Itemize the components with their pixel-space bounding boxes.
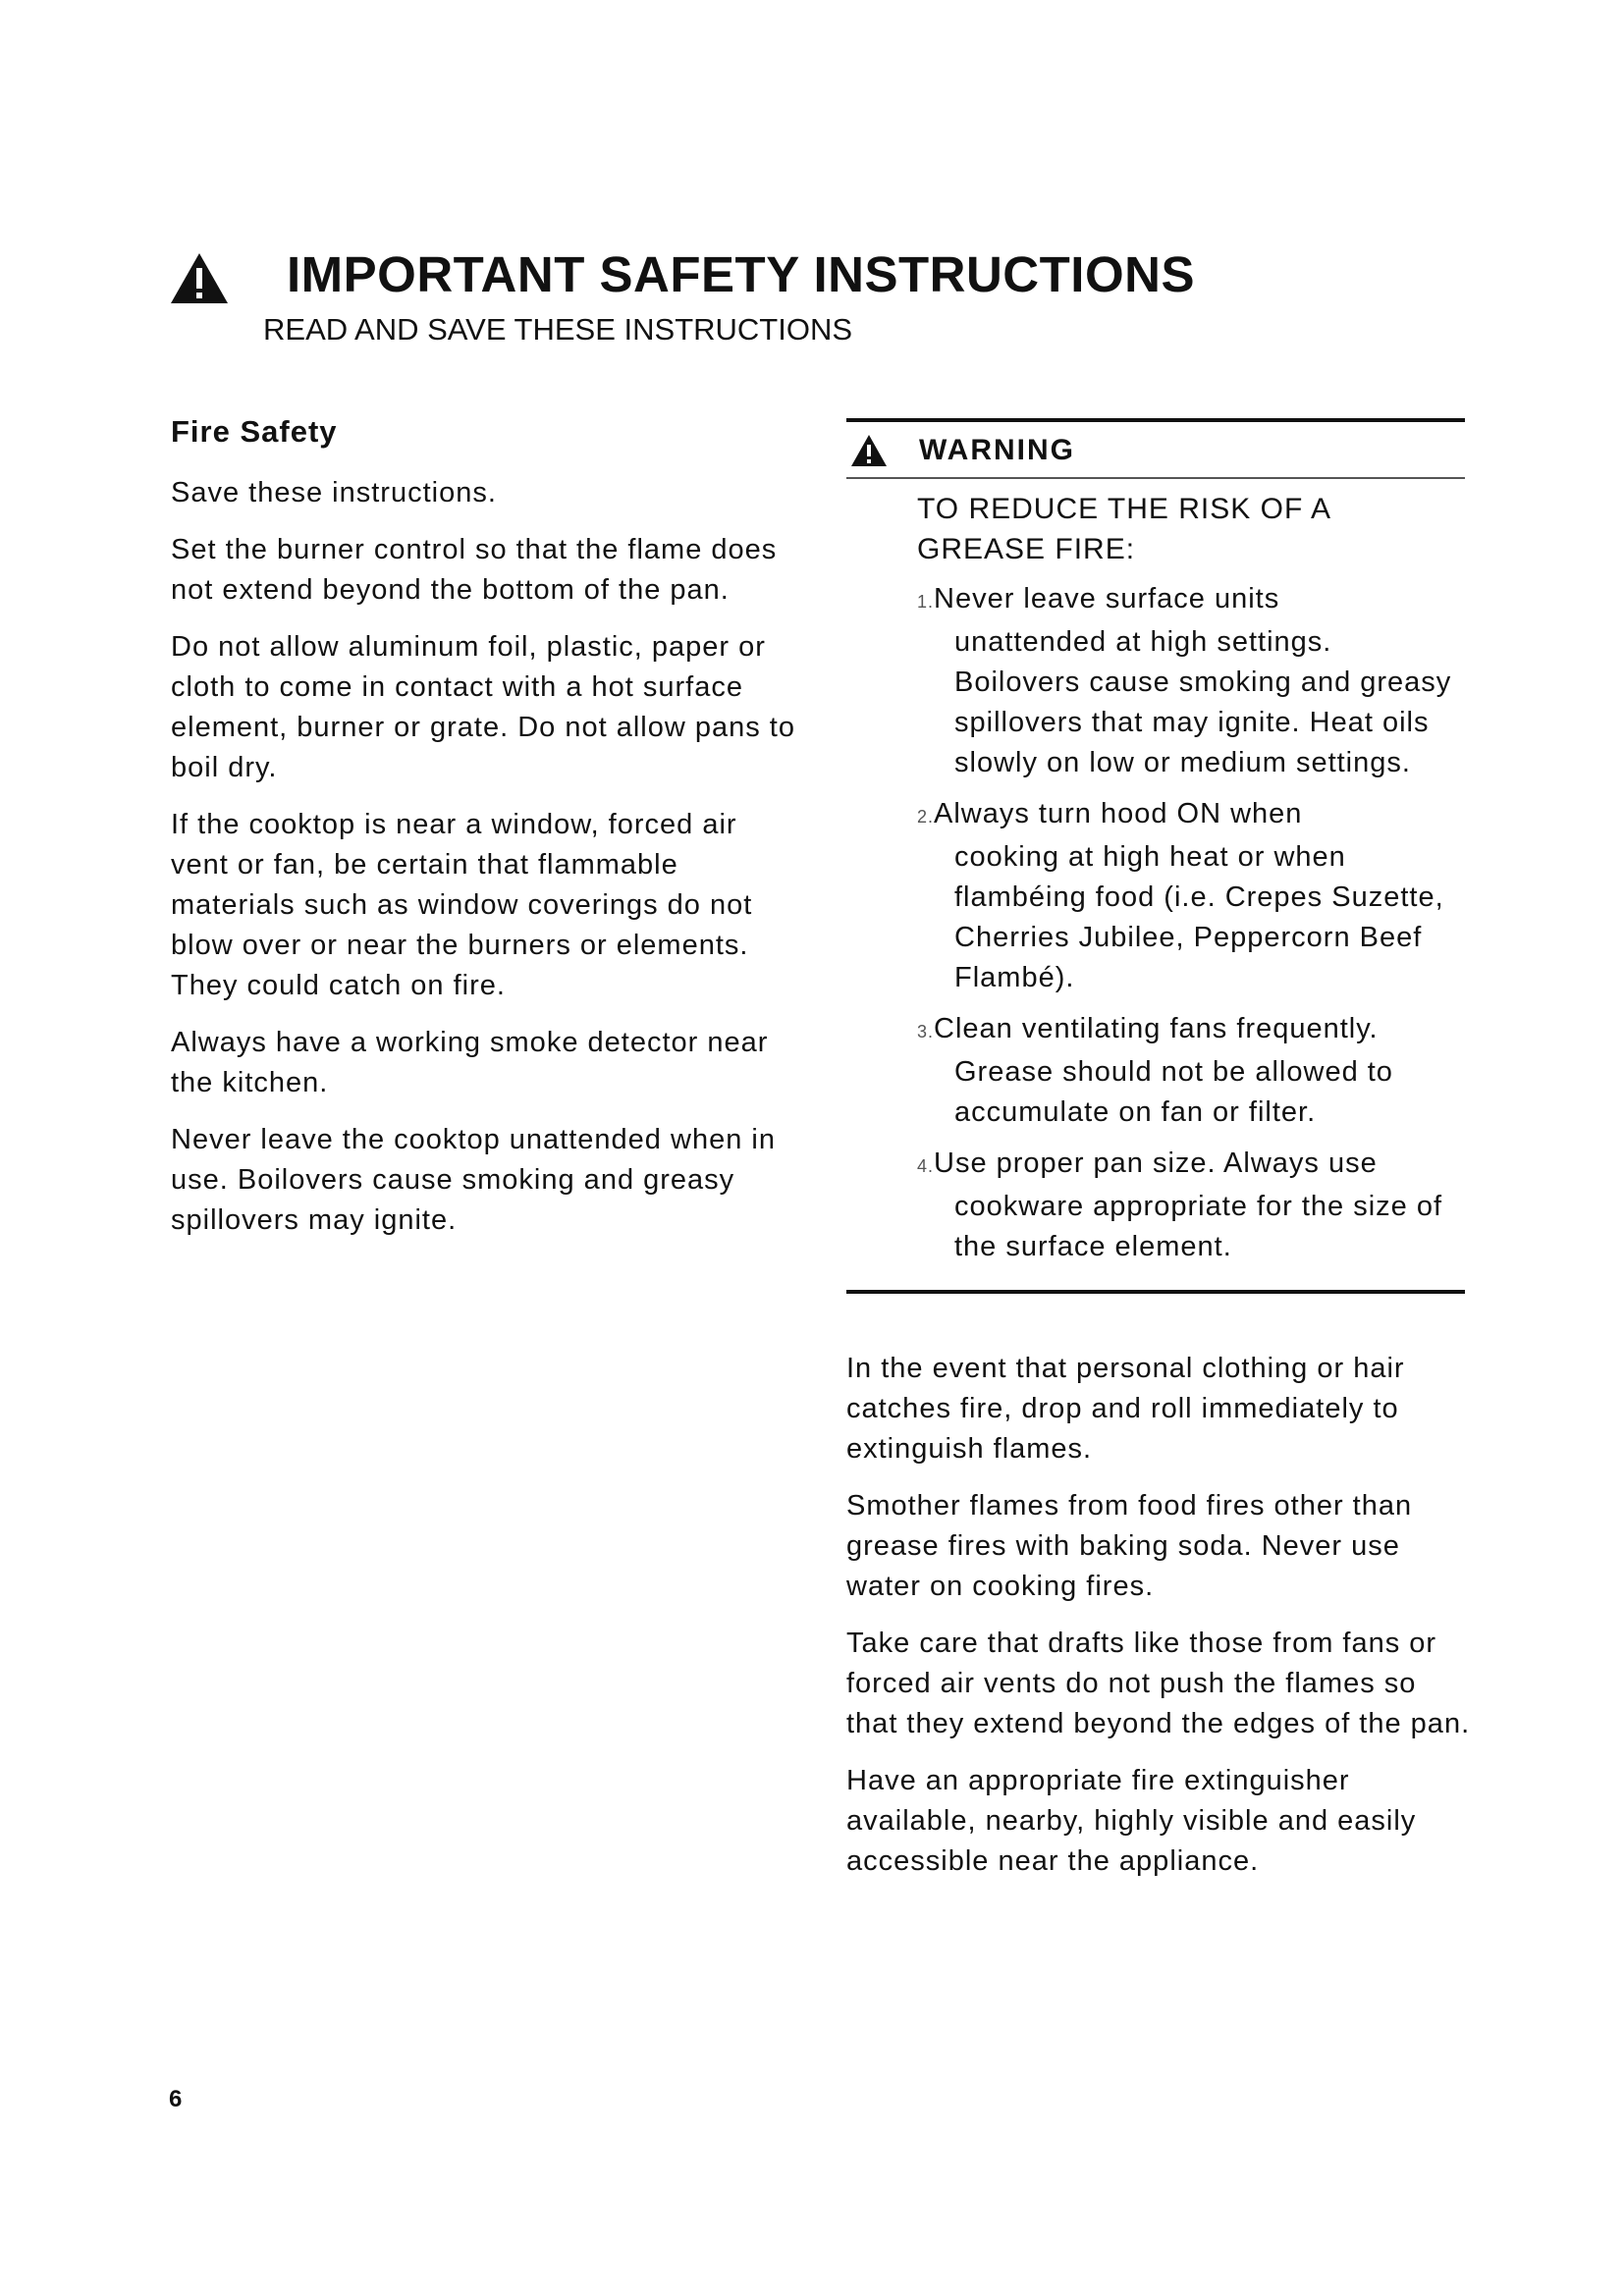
item-first-line: Always turn hood ON when [934, 798, 1303, 829]
page-title: IMPORTANT SAFETY INSTRUCTIONS [287, 246, 1195, 302]
item-continuation: unattended at high settings. Boilovers cause smoking and greasy spillovers that may ignite. Heat oils slowly on low or medium settings. [954, 626, 1452, 778]
paragraph: Never leave the cooktop unattended when in use. Boilovers cause smoking and greasy spillovers may ignite. [171, 1124, 776, 1236]
item-continuation: cookware appropriate for the size of the surface element. [954, 1191, 1443, 1262]
list-item [917, 1009, 1465, 1133]
item-continuation: cooking at high heat or when flambéing food (i.e. Crepes Suzette, Cherries Jubilee, Peppercorn Beef Flambé). [954, 841, 1444, 993]
paragraph: Have an appropriate fire extinguisher available, nearby, highly visible and easily accessible near the appliance. [846, 1765, 1417, 1877]
paragraph: Save these instructions. [171, 477, 497, 508]
item-number: 3. [917, 1022, 935, 1041]
paragraph: Do not allow aluminum foil, plastic, paper or cloth to come in contact with a hot surface element, burner or grate. Do not allow pans to boil dry. [171, 631, 795, 783]
item-number: 2. [917, 807, 935, 827]
item-first-line: Use proper pan size. Always use [934, 1148, 1378, 1179]
warning-box [846, 418, 1465, 1294]
item-first-line: Never leave surface units [934, 583, 1280, 614]
paragraph: In the event that personal clothing or hair catches fire, drop and roll immediately to extinguish flames. [846, 1353, 1405, 1465]
page-number: 6 [169, 2086, 183, 2112]
item-continuation: Grease should not be allowed to accumulate on fan or filter. [954, 1056, 1393, 1128]
list-item [917, 1144, 1465, 1267]
paragraph: If the cooktop is near a window, forced air vent or fan, be certain that flammable materials such as window coverings do not blow over or near the burners or elements. They could catch on fire. [171, 809, 753, 1001]
fire-safety-section [171, 412, 799, 1257]
list-item [917, 794, 1465, 998]
warning-list [846, 579, 1465, 1267]
paragraph: Smother flames from food fires other than grease fires with baking soda. Never use water on cooking fires. [846, 1490, 1413, 1602]
item-number: 1. [917, 592, 935, 612]
item-first-line: Clean ventilating fans frequently. [934, 1013, 1379, 1044]
paragraph: Take care that drafts like those from fans or forced air vents do not push the flames so that they extend beyond the edges of the pan. [846, 1628, 1471, 1739]
warning-triangle-icon [169, 251, 230, 305]
fire-response-section [846, 1349, 1475, 1898]
list-item [917, 579, 1465, 783]
warning-header [846, 422, 1465, 479]
page-subtitle: READ AND SAVE THESE INSTRUCTIONS [263, 312, 853, 347]
item-number: 4. [917, 1156, 935, 1176]
warning-label: WARNING [919, 434, 1075, 466]
warning-intro: TO REDUCE THE RISK OF A GREASE FIRE: [917, 493, 1330, 565]
paragraph: Always have a working smoke detector near the kitchen. [171, 1027, 769, 1098]
paragraph: Set the burner control so that the flame does not extend beyond the bottom of the pan. [171, 534, 778, 606]
section-heading: Fire Safety [171, 414, 338, 449]
warning-triangle-icon [850, 434, 888, 467]
